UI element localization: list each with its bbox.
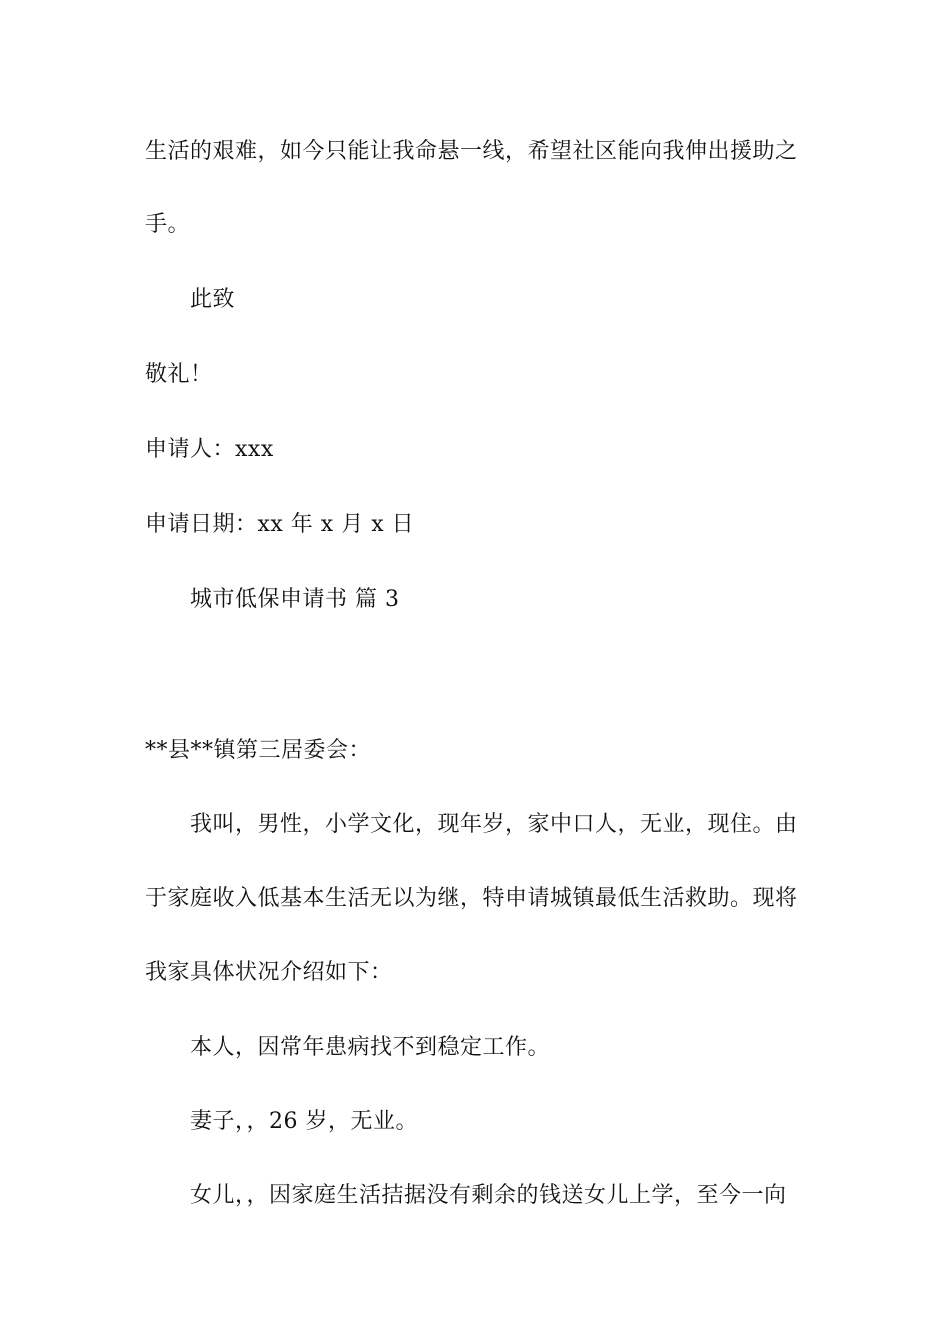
family-member-wife: 妻子，，26 岁，无业。 xyxy=(190,1109,418,1134)
family-member-self: 本人，因常年患病找不到稳定工作。 xyxy=(190,1035,551,1060)
applicant-name: 申请人：xxx xyxy=(145,437,274,462)
paragraph-line-continuation: 生活的艰难，如今只能让我命悬一线，希望社区能向我伸出援助之 xyxy=(145,139,798,164)
paragraph-line-end: 手。 xyxy=(145,212,191,237)
closing-regards: 敬礼！ xyxy=(145,362,213,387)
addressee: **县**镇第三居委会： xyxy=(145,738,372,763)
body-line-1: 我叫，男性，小学文化，现年岁，家中口人，无业，现住。由 xyxy=(190,812,798,837)
application-date: 申请日期：xx 年 x 月 x 日 xyxy=(145,512,415,537)
body-line-2: 于家庭收入低基本生活无以为继，特申请城镇最低生活救助。现将 xyxy=(145,886,798,911)
family-member-daughter: 女儿，，因家庭生活拮据没有剩余的钱送女儿上学，至今一向 xyxy=(190,1183,787,1208)
body-line-3: 我家具体状况介绍如下： xyxy=(145,960,393,985)
section-title: 城市低保申请书 篇 3 xyxy=(190,587,400,612)
closing-salutation: 此致 xyxy=(190,287,236,312)
